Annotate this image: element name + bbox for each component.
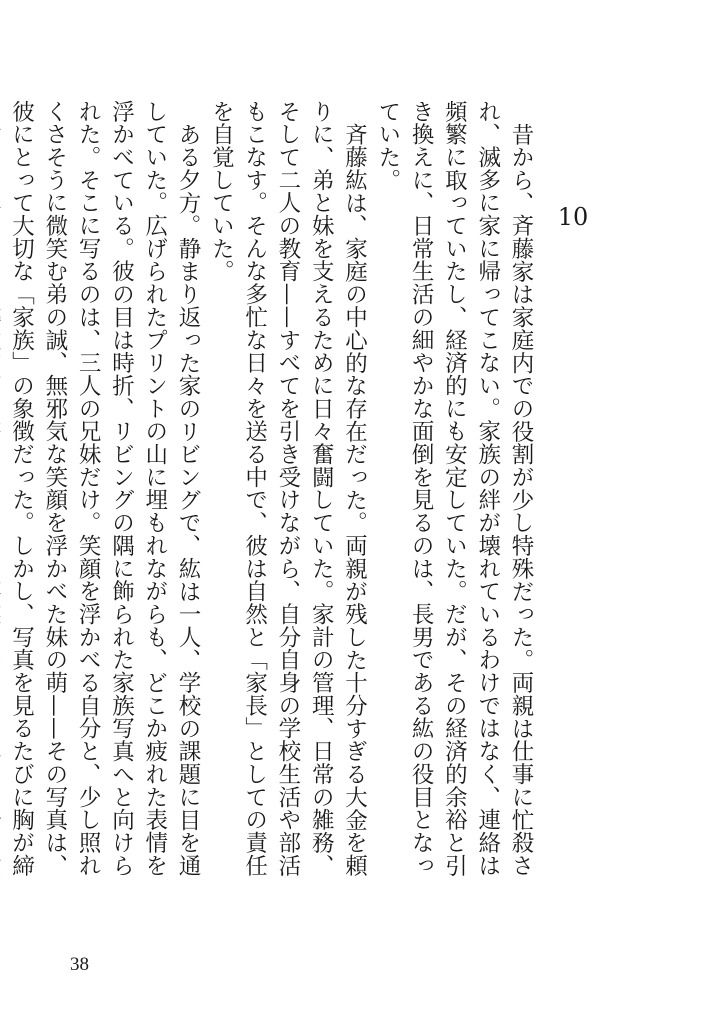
page-number: 38	[70, 954, 89, 975]
paragraph: 昔から、斉藤家は家庭内での役割が少し特殊だった。両親は仕事に忙殺され、滅多に家に帰ってこない。家族の絆が壊れているわけではなく、連絡は頻繁に取っていたし、経済的にも安定していた。だが、その経済的余裕と引き換えに、日常生活の細やかな面倒を見るのは、長男である紘の役目となっていた。	[374, 100, 534, 877]
paragraph: ある夕方。静まり返った家のリビングで、紘は一人、学校の課題に目を通していた。広げられたプリントの山に埋もれながらも、どこか疲れた表情を浮かべている。彼の目は時折、リビングの隅に飾られた家族写真へと向けられた。そこに写るのは、三人の兄妹だけ。笑顔を浮かべる自分と、少し照れくさそうに微笑む弟の誠、無邪気な笑顔を浮かべた妹の萌——その写真は、彼にとって大切な「家族」の象徴だった。しかし、写真を見るたびに胸が締	[8, 100, 202, 877]
chapter-number: 10	[557, 203, 589, 231]
paragraph: 斉藤紘は、家庭の中心的な存在だった。両親が残した十分すぎる大金を頼りに、弟と妹を支えるために日々奮闘していた。家計の管理、日常の雑務、そして二人の教育——すべてを引き受けながら、自分自身の学校生活や部活もこなす。そんな多忙な日々を送る中で、彼は自然と「家長」としての責任を自覚していた。	[208, 100, 368, 877]
body-text	[8, 100, 537, 890]
